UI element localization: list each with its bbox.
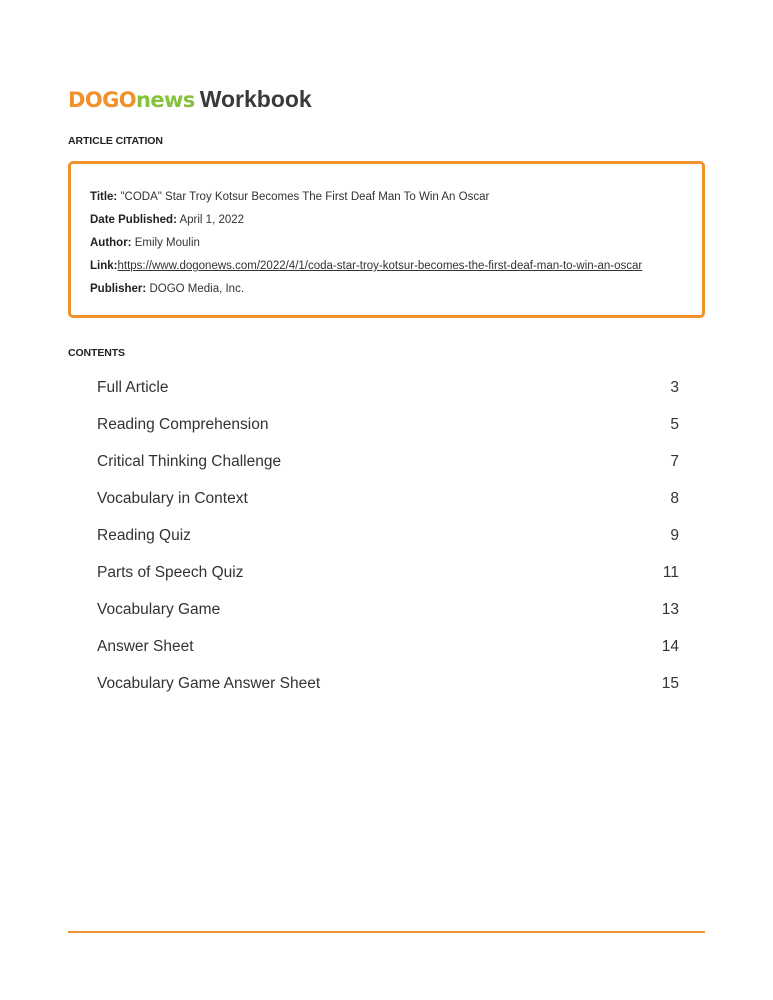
toc-item-page: 8 <box>670 489 679 507</box>
citation-title-value: "CODA" Star Troy Kotsur Becomes The First Deaf Man To Win An Oscar <box>120 191 490 203</box>
toc-item-label: Answer Sheet <box>97 637 194 655</box>
toc-item-page: 15 <box>661 674 679 692</box>
citation-title-row <box>90 186 702 209</box>
toc-item-full-article[interactable] <box>97 369 679 406</box>
page-title: Workbook <box>199 86 312 112</box>
toc-item-reading-comprehension[interactable] <box>97 406 679 443</box>
citation-author-key: Author: <box>90 237 132 249</box>
logo-dogo-text: DOGO <box>68 88 136 112</box>
citation-publisher-key: Publisher: <box>90 283 147 295</box>
toc-item-label: Vocabulary Game Answer Sheet <box>97 674 321 692</box>
citation-link[interactable]: https://www.dogonews.com/2022/4/1/coda-star-troy-kotsur-becomes-the-first-deaf-man-to-win-an-oscar <box>117 260 643 272</box>
contents-section-label: CONTENTS <box>68 347 125 359</box>
toc-item-page: 14 <box>661 637 679 655</box>
citation-author-row <box>90 232 702 255</box>
toc-item-page: 3 <box>670 378 679 396</box>
citation-publisher-value: DOGO Media, Inc. <box>149 283 245 295</box>
citation-date-key: Date Published: <box>90 214 177 226</box>
toc-item-label: Vocabulary in Context <box>97 489 248 507</box>
toc-item-page: 11 <box>662 563 679 581</box>
toc-item-label: Full Article <box>97 378 169 396</box>
toc-item-answer-sheet[interactable] <box>97 628 679 665</box>
toc-item-page: 7 <box>670 452 679 470</box>
citation-section-label: ARTICLE CITATION <box>68 135 163 147</box>
toc-item-page: 13 <box>661 600 679 618</box>
citation-link-row <box>90 255 702 278</box>
toc-item-vocabulary-in-context[interactable] <box>97 480 679 517</box>
citation-date-row <box>90 209 702 232</box>
toc-item-vocabulary-game[interactable] <box>97 591 679 628</box>
toc-item-label: Vocabulary Game <box>97 600 221 618</box>
dogonews-logo <box>68 88 195 112</box>
citation-date-value: April 1, 2022 <box>179 214 245 226</box>
toc-item-page: 5 <box>670 415 679 433</box>
citation-author-value: Emily Moulin <box>134 237 200 249</box>
toc-item-vocabulary-game-answer-sheet[interactable] <box>97 665 679 702</box>
table-of-contents <box>97 369 679 702</box>
toc-item-label: Critical Thinking Challenge <box>97 452 282 470</box>
footer-divider <box>68 931 705 933</box>
citation-link-key: Link: <box>90 260 118 272</box>
toc-item-page: 9 <box>670 526 679 544</box>
citation-publisher-row <box>90 278 702 301</box>
toc-item-label: Reading Comprehension <box>97 415 269 433</box>
citation-box <box>68 161 705 318</box>
toc-item-parts-of-speech-quiz[interactable] <box>97 554 679 591</box>
toc-item-critical-thinking-challenge[interactable] <box>97 443 679 480</box>
logo-news-text: news <box>135 88 195 112</box>
toc-item-label: Reading Quiz <box>97 526 191 544</box>
toc-item-reading-quiz[interactable] <box>97 517 679 554</box>
citation-title-key: Title: <box>90 191 118 203</box>
page-header <box>68 86 312 113</box>
toc-item-label: Parts of Speech Quiz <box>97 563 244 581</box>
